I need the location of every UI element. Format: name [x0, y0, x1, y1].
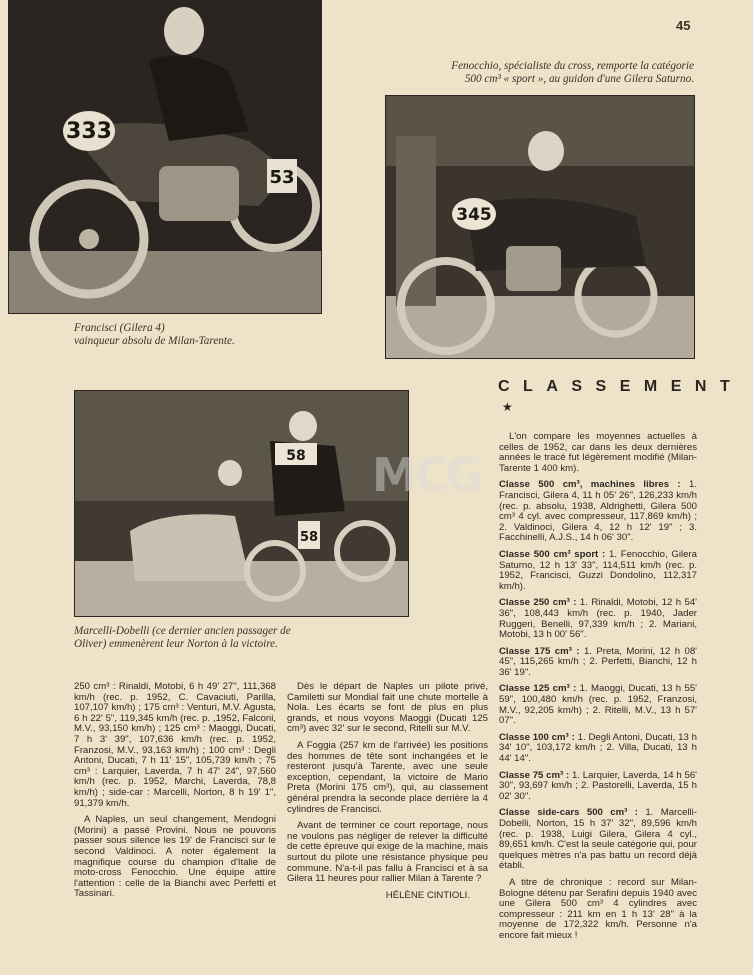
page-number: 45	[676, 18, 691, 33]
photo-fenocchio-illustration	[386, 96, 694, 358]
photo-marcelli-dobelli-sidecar	[74, 390, 409, 617]
results-intro: L'on compare les moyennes actuelles à celles de 1952, car dans les deux dernières années le tracé fut légèrement modifié (Milan-Tarente 1 400 km).	[499, 431, 697, 474]
caption-photo3: Marcelli-Dobelli (ce dernier ancien passager de Oliver) emmenèrent leur Norton à la victoire.	[74, 625, 291, 650]
results-column-right	[499, 432, 697, 948]
result-entry-500-sport: Classe 500 cm³ sport : 1. Fenocchio, Gilera Saturno, 12 h 13' 33", 114,511 km/h (rec. p. 1952, Francisci, Guzzi Dondolino, 112,317 km/h).	[499, 548, 697, 592]
result-entry-100: Classe 100 cm³ : 1. Degli Antoni, Ducati, 13 h 34' 10", 103,172 km/h ; 2. Villa, Ducati, 13 h 44' 14".	[499, 731, 697, 765]
article-column-left: 250 cm³ : Rinaldi, Motobi, 6 h 49' 27", 111,368 km/h (rec. p. 1952, C. Cavaciuti, Parilla, 107,107 km/h) ; 175 cm³ : Venturi, M.V. Agusta, 6 h 22' 5", 119,345 km/h (rec. p. ,1952, Falconi, M.V., 93,150 km/h) ; 125 cm³ : Maoggi, Ducati, 7 h 3' 39", 107,636 km/h (rec. p. 1952, Franzosi, M.V., 93,163 km/h) ; 100 cm³ : Degli Antoni, Ducati, 7 h 11' 15", 105,739 km/h ; 75 cm³ : Larquier, Laverda, 7 h 47' 24", 97,560 km/h (rec. p. 1952, Marchi, Laverda, 78,8 km/h) ; side-car : Marcelli, Norton, 8 h 19' 1", 91,379 km/h. A Naples, un seul changement, Mendogni (Morini) a passé Provini. Nous ne pouvons passer sous silence les 19' de Francisci sur le second Valdinoci. A noter également la magnifique course du champion d'Italie de moto-cross Fenocchio. Une équipe attire l'attention : celle de la Bianchi avec Perfetti et Tassinari.	[74, 681, 276, 900]
photo-sidecar-illustration	[75, 391, 408, 616]
photo-fenocchio-gilera	[385, 95, 695, 359]
photo3-plate-number: 58	[299, 530, 319, 545]
article-column-middle: Dès le départ de Naples un pilote privé, Camiletti sur Mondial fait une chute mortelle à Nola. Les écarts se font de plus en plus grands, et nous voyons Maoggi (Ducati 125 cm³) avec 32' sur le second, Ritelli sur M.V. A Foggia (257 km de l'arrivée) les positions des hommes de tête sont inchangées et le resteront jusqu'à Tarente, avec une seule exception, cependant, la victoire de Mario Preta (Morini 175 cm³), qui, au classement général prendra la seconde place derrière la 4 cylindres de Francisci. Avant de terminer ce court reportage, nous ne voulons pas négliger de relever la difficulté de cette épreuve qui exige de la machine, mais surtout du pilote une résistance physique peu commune. N'a-t-il pas fallu à Francisci et à sa Gilera 11 heures pour rallier Milan à Tarente ? HÉLÈNE CINTIOLI.	[287, 681, 488, 901]
results-closing-note: A titre de chronique : record sur Milan-Bologne détenu par Serafini depuis 1940 avec une Gilera 500 cm³ 4 cylindres avec compresseur : 211 km en 1 h 13' 28" à la moyenne de 172,322 km/h. Personne n'a encore fait mieux !	[499, 876, 697, 941]
photo-francisci-illustration	[9, 1, 321, 313]
result-entry-sidecars: Classe side-cars 500 cm³ : 1. Marcelli-Dobelli, Norton, 15 h 37' 32", 89,596 km/h (rec. p. 1938, Luigi Gilera, Gilera 4 cyl., 89,651 km/h. C'est la seule catégorie qui, pour quelques mètres n'a pas battu un record déjà établi.	[499, 807, 697, 872]
caption-photo1: Francisci (Gilera 4) vainqueur absolu de Milan-Tarente.	[74, 322, 235, 347]
caption-photo2: Fenocchio, spécialiste du cross, remporte la catégorie 500 cm³ « sport », au guidon d'une Gilera Saturno.	[451, 60, 694, 85]
watermark-logo: MCG	[372, 448, 481, 502]
photo2-race-number: 345	[456, 205, 492, 225]
star-ornament-icon: ★	[502, 400, 513, 414]
section-title-classement: CLASSEMENT	[498, 378, 744, 395]
author-signature: HÉLÈNE CINTIOLI.	[385, 889, 470, 901]
result-entry-125: Classe 125 cm³ : 1. Maoggi, Ducati, 13 h 55' 59", 100,480 km/h (rec. p. 1952, Franzosi, M.V., 92,205 km/h) ; 2. Ritelli, M.V., 13 h 57' 07".	[499, 683, 697, 727]
photo-francisci-gilera	[8, 0, 322, 314]
result-entry-175: Classe 175 cm³ : 1. Preta, Morini, 12 h 08' 45", 115,265 km/h ; 2. Perfetti, Bianchi, 12 h 36' 19".	[499, 645, 697, 678]
photo1-side-number: 53	[269, 167, 295, 188]
photo1-race-number: 333	[66, 119, 112, 144]
result-entry-250: Classe 250 cm³ : 1. Rinaldi, Motobi, 12 h 54' 36", 108,443 km/h (rec. p. 1940, Jader Ruggeri, Benelli, 97,339 km/h ; 2. Mariani, Motobi, 13 h 00' 56".	[499, 597, 698, 641]
result-entry-75: Classe 75 cm³ : 1. Larquier, Laverda, 14 h 56' 30", 93,697 km/h ; 2. Pastorelli, Laverda, 15 h 02' 30".	[499, 769, 698, 802]
result-entry-500-libres: Classe 500 cm³, machines libres : 1. Francisci, Gilera 4, 11 h 05' 26", 126,233 km/h (rec. p. absolu, 1938, Aldrighetti, Gilera 500 cm³ 4 cyl. avec compresseur, 117,869 km/h) ; 2. Valdinoci, Gilera 4, 12 h 12' 19" ; 3. Facchinelli, A.J.S., 14 h 06' 30".	[499, 479, 698, 544]
photo3-rider-number: 58	[286, 448, 306, 464]
